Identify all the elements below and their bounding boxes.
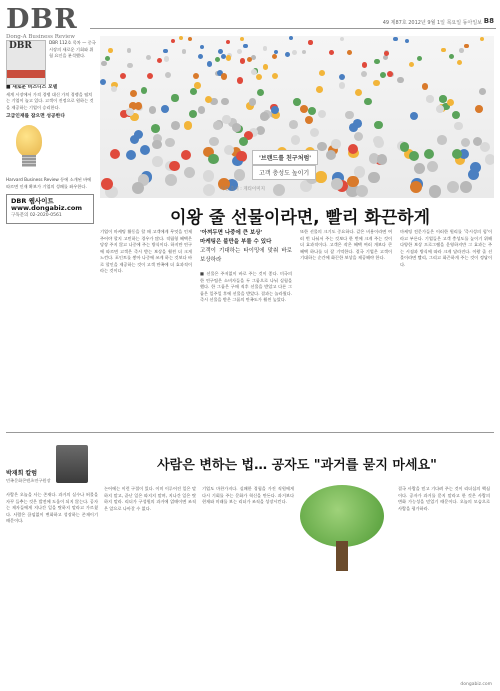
section-divider [6,432,494,433]
section-heading-1: ■ 새로운 비즈니스 모델 [6,85,58,90]
crowd-figure [485,154,494,165]
crowd-figure [449,54,454,59]
crowd-figure [274,50,279,55]
crowd-figure [410,112,418,120]
crowd-figure [318,110,326,118]
crowd-figure [452,111,460,119]
crowd-figure [426,95,433,102]
column-text-1: 사람은 오늘을 사는 존재다. 과거의 실수나 허물을 자꾸 들추는 것은 발전에 도움이 되지 않는다. 공자는 제자들에게 지나간 일을 탓하지 말라고 가르쳤다. 사람은 끊임없이 변화하고 성장하는 존재이기 때문이다. [6,492,98,523]
column-text-4: 결국 사람을 믿고 기다려 주는 것이 리더십의 핵심이다. 공자가 과거를 묻지 말라고 한 것은 사람의 변화 가능성을 믿었기 때문이다. 오늘의 모습으로 사람을 평가하라. [398,486,490,511]
crowd-figure [461,138,471,148]
crowd-figure [184,121,193,130]
crowd-figure [339,74,345,80]
website-link[interactable]: DBR 웹사이트 www.dongabiz.com [11,197,83,212]
crowd-figure [100,79,106,85]
main-headline: 이왕 줄 선물이라면, 빨리 화끈하게 [169,208,431,228]
author-affiliation: 민족문화콘텐츠연구원장 [6,478,51,483]
article-column-2: ■ 선물은 주저없이 바로 주는 것이 좋다. 미국의 한 연구팀은 소비자들을 두 그룹으로 나눠 실험을 했다. 한 그룹은 구매 직후 선물을 받았고 다른 그룹은 일주일 후에 선물을 받았다. 결과는 놀라웠다. 즉시 선물을 받은 그룹의 만족도가 훨씬 높았다. [200,271,292,302]
crowd-figure [380,72,386,78]
crowd-figure [234,169,245,180]
left-sidebar [6,40,96,224]
crowd-figure [146,55,151,60]
top-info-bar: 49 제87호 2012년 9월 1일 목요일 동아일보 [90,19,496,29]
article-column-1: 기업이 마케팅 활동을 할 때 고객에게 무엇을 언제 주어야 할지 고민하는 경우가 많다. 적립형 혜택은 당장 주지 않고 나중에 주는 방식이다. 하지만 연구에 따르면 고객은 즉시 받는 보상을 훨씬 더 크게 느낀다. 포인트를 쌓아 나중에 쓰게 하는 것보다 바로 할인을 제공하는 것이 고객 만족에 더 효과적이라는 것이다. [100,229,192,273]
crowd-figure [347,50,352,55]
crowd-figure [240,58,245,63]
crowd-figure [345,111,353,119]
crowd-figure [132,182,144,194]
hero-photo [100,36,494,198]
crowd-figure [130,90,137,97]
crowd-figure [222,115,230,123]
crowd-figure [422,83,429,90]
crowd-figure [134,130,143,139]
crowd-figure [387,71,393,77]
crowd-figure [459,48,464,53]
crowd-figure [213,121,222,130]
crowd-figure [101,178,113,190]
crowd-figure [140,145,150,155]
crowd-figure [110,149,120,159]
crowd-figure [405,39,409,43]
crowd-figure [203,184,215,196]
crowd-figure [263,46,268,51]
crowd-figure [464,44,468,48]
crowd-figure [203,170,214,181]
crowd-figure [340,37,344,41]
crowd-figure [209,137,219,147]
crowd-figure [470,162,481,173]
crowd-figure [126,150,136,160]
crowd-figure [292,50,297,55]
crowd-figure [207,61,212,66]
masthead [6,6,84,40]
crowd-figure [305,116,313,124]
section-text-2: Harvard Business Review 등에 소개된 바에 따르면 인재 확보가 기업의 성패를 좌우한다. [6,176,92,189]
crowd-figure [452,149,462,159]
crowd-figure [215,57,220,62]
crowd-figure [424,149,434,159]
crowd-figure [289,36,293,40]
page-number: B8 [483,17,494,25]
crowd-figure [480,37,484,41]
crowd-figure [171,39,175,43]
crowd-figure [339,82,346,89]
crowd-figure [249,98,256,105]
footer-url[interactable]: dongabiz.com [460,682,492,687]
crowd-figure [182,49,187,54]
crowd-figure [439,95,446,102]
crowd-figure [356,185,368,197]
article-body [100,229,494,424]
crowd-figure [436,105,444,113]
crowd-figure [429,185,441,197]
crowd-figure [441,48,446,53]
crowd-figure [263,64,269,70]
crowd-figure [368,172,380,184]
crowd-figure [475,105,483,113]
crowd-figure [308,40,312,44]
crowd-figure [152,156,163,167]
column-text-3: 기업도 마찬가지다. 실패한 경험을 가진 직원에게 다시 기회를 주는 문화가 혁신을 만든다. 과거보다 현재와 미래를 보는 리더가 조직을 성장시킨다. [202,486,294,504]
article-column-4: 마케팅 전문가들은 이러한 원리를 '즉시성의 힘'이라고 부른다. 기업들은 고객 충성도를 높이기 위해 다양한 보상 프로그램을 운영하지만 그 효과는 주는 시점과 방식에 따라 크게 달라진다. 이왕 줄 선물이라면 빨리, 그리고 화끈하게 주는 것이 정답이다. [400,229,492,267]
crowd-figure [257,89,264,96]
crowd-figure [293,98,300,105]
section-text-1: 세계 시장에서 가격 경쟁 대신 가치 경쟁을 펼치는 기업이 늘고 있다. 고객이 진정으로 원하는 것을 제공하는 기업이 승리한다. [6,91,94,110]
crowd-figure [151,124,160,133]
crowd-figure [316,86,323,93]
crowd-figure [329,50,334,55]
crowd-figure [364,98,371,105]
crowd-figure [164,56,169,61]
crowd-figure [171,121,180,130]
crowd-figure [361,71,367,77]
crowd-figure [289,120,298,129]
crowd-figure [349,123,358,132]
crowd-figure [120,73,126,79]
crowd-figure [171,94,178,101]
crowd-figure [149,106,157,114]
crowd-figure [184,167,195,178]
crowd-figure [373,80,379,86]
crowd-figure [479,88,486,95]
crowd-figure [236,151,246,161]
crowd-figure [226,40,230,44]
hero-quote-1: '브랜드를 친구처럼' [252,150,318,165]
author-name: 박재희 칼럼 [6,470,38,477]
crowd-figure [198,106,206,114]
crowd-figure [260,112,268,120]
crowd-figure [302,50,307,55]
crowd-figure [161,105,169,113]
crowd-figure [272,54,277,59]
cover-stripe [7,70,45,78]
crowd-figure [409,151,419,161]
crowd-figure [272,73,278,79]
crowd-figure [310,128,319,137]
crowd-figure [224,145,234,155]
crowd-figure [188,37,192,41]
section-heading-2: 고급인재를 잡으면 성공한다 [6,114,65,120]
magazine-title: DBR [9,41,32,51]
crowd-figure [354,132,363,141]
crowd-figure [127,48,132,53]
crowd-figure [127,63,132,68]
crowd-figure [198,54,203,59]
crowd-figure [347,176,359,188]
crowd-figure [226,55,231,60]
crowd-figure [239,137,249,147]
crowd-figure [447,181,459,193]
crowd-figure [457,60,462,65]
crowd-figure [285,52,290,57]
column-text-2: 논어에는 이런 구절이 있다. 이미 이루어진 일은 말하지 말고, 끝난 일은 따지지 말며, 지나간 일은 탓하지 말라. 리더가 구성원의 과거에 얽매이면 조직은 앞으로 나아갈 수 없다. [104,486,196,511]
pull-quote-line-1: '아껴두면 나중에 큰 보상' [200,230,263,236]
crowd-figure [240,37,244,41]
crowd-figure [194,82,201,89]
crowd-figure [108,48,113,53]
crowd-figure [393,37,397,41]
crowd-figure [308,107,316,115]
crowd-figure [315,171,327,183]
crowd-figure [221,73,227,79]
crowd-figure [165,72,171,78]
crowd-figure [101,61,106,66]
author-box [6,468,96,484]
dbr-subtitle: Dong-A Business Review [6,34,75,40]
magazine-blurb: DBR 112호 목차 — 중국 시장의 새로운 기회와 위험 요인을 분석했다. [49,40,96,59]
subscribe-box [6,194,94,224]
crowd-figure [331,139,341,149]
crowd-figure [409,62,414,67]
subscribe-phone: 구독문의 02-2020-0561 [11,213,62,219]
column-headline: 사람은 변하는 법… 공자도 "과거를 묻지 마세요" [157,458,437,473]
crowd-figure [447,99,454,106]
crowd-figure [273,184,285,196]
pull-quote-inner [200,229,292,265]
crowd-figure [256,74,262,80]
crowd-figure [383,55,388,60]
crowd-figure [319,70,325,76]
crowd-figure [208,154,219,165]
dbr-logo: DBR [6,4,78,35]
crowd-figure [317,142,327,152]
crowd-figure [141,87,148,94]
tree-trunk [336,541,348,571]
crowd-figure [243,44,247,48]
article-column-3: 또한 선물의 크기도 중요하다. 같은 비용이라면 여러 번 나눠서 주는 것보다 한 번에 크게 주는 것이 더 효과적이다. 고객은 작은 혜택 여러 개보다 큰 혜택 하나를 더 잘 기억한다. 결국 기업은 고객이 기대하는 순간에 화끈한 보상을 제공해야 한다. [300,229,392,260]
crowd-figure [437,135,447,145]
crowd-figure [460,181,472,193]
crowd-figure [480,142,490,152]
crowd-figure [221,98,228,105]
tree-image [300,485,384,575]
crowd-figure [251,55,256,60]
crowd-figure [221,54,226,59]
crowd-figure [397,77,403,83]
crowd-figure [374,59,379,64]
crowd-figure [362,62,367,67]
crowd-figure [179,36,183,40]
magazine-cover-image [6,40,46,85]
crowd-figure [237,49,242,54]
crowd-figure [247,57,252,62]
hero-quote-2: 고객 충성도 높이기 [252,165,316,180]
crowd-figure [384,51,389,56]
crowd-figure [111,86,118,93]
bulb-base [22,155,36,167]
crowd-figure [181,150,191,160]
crowd-figure [414,163,425,174]
crowd-figure [427,161,438,172]
crowd-figure [291,135,301,145]
crowd-figure [232,123,241,132]
crowd-figure [417,56,422,61]
crowd-figure [169,161,180,172]
crowd-figure [237,77,243,83]
crowd-figure [348,144,358,154]
pull-quote-line-3: 고객이 기대하는 타이밍에 맞춰 바로 보상하라 [200,248,292,263]
crowd-figure [189,110,197,118]
lightbulb-image [8,125,48,175]
crowd-figure [410,181,422,193]
crowd-figure [326,150,336,160]
crowd-figure [165,174,177,186]
crowd-figure [165,138,175,148]
photo-caption: 사진 출처 : 게티이미지 [220,187,265,192]
crowd-figure [377,154,388,165]
crowd-figure [454,122,463,131]
crowd-figure [163,49,168,54]
tree-crown [300,485,384,547]
crowd-figure [147,73,153,79]
crowd-figure [374,121,383,130]
crowd-figure [193,73,199,79]
bulb-glass [16,125,42,157]
crowd-figure [355,89,362,96]
crowd-figure [157,58,162,63]
crowd-figure [105,56,110,61]
crowd-figure [200,45,204,49]
pull-quote-line-2: 마케팅은 불만을 부를 수 있다 [200,239,272,245]
crowd-figure [152,140,162,150]
